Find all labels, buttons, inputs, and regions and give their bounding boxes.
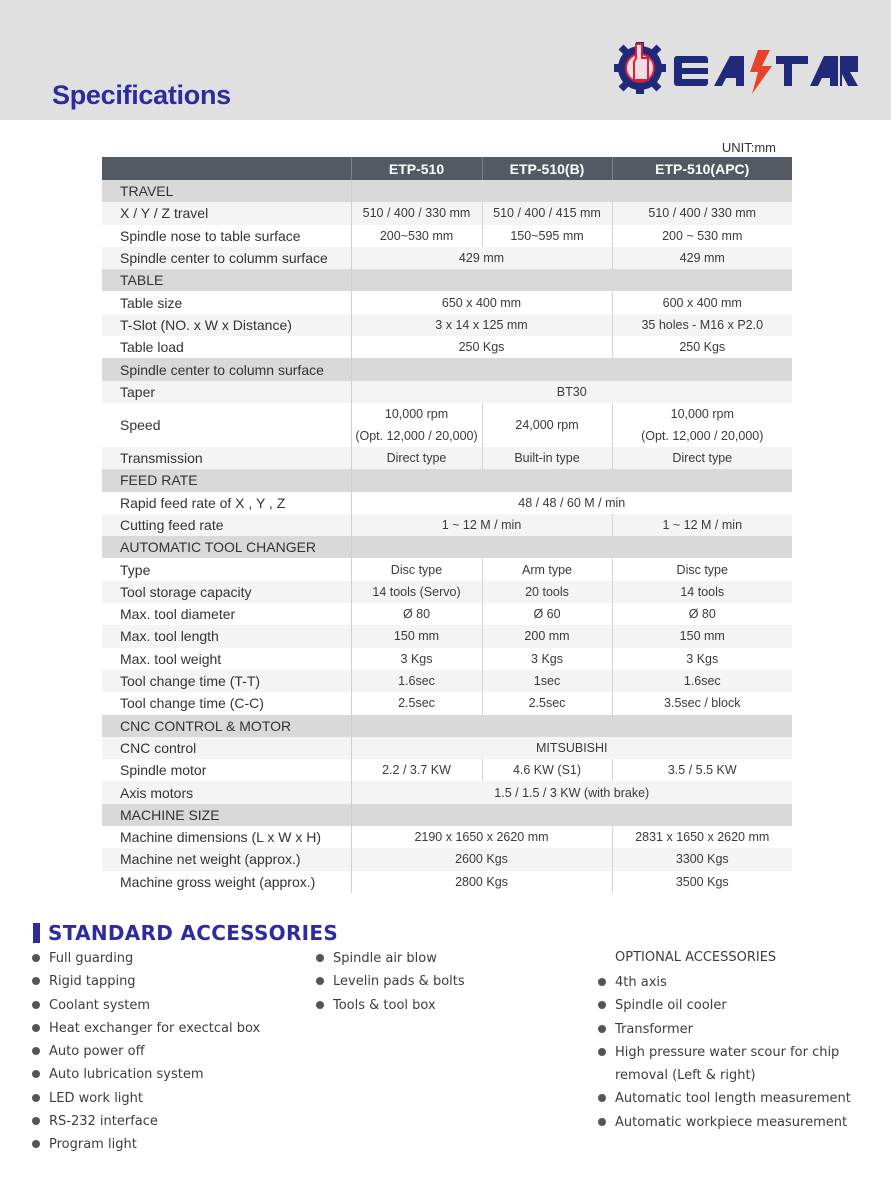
cell-value: 429 mm <box>351 247 612 269</box>
cell-value: Built-in type <box>482 447 612 469</box>
list-item <box>315 970 465 993</box>
cell-value: 200 ~ 530 mm <box>612 225 792 247</box>
list-item-text: 4th axis <box>615 975 667 990</box>
cell-value: 24,000 rpm <box>482 403 612 447</box>
section-label: MACHINE SIZE <box>102 804 351 826</box>
header-etp-510: ETP-510 <box>351 157 482 180</box>
list-item <box>597 1087 851 1110</box>
section-row-cnc <box>102 715 792 737</box>
bullet-icon <box>598 978 606 986</box>
cell-value: 1.5 / 1.5 / 3 KW (with brake) <box>351 781 792 803</box>
cell-value: 510 / 400 / 330 mm <box>351 202 482 224</box>
cell-value: 3500 Kgs <box>612 871 792 893</box>
row-label: Axis motors <box>102 781 351 803</box>
standard-accessories-list-2 <box>315 947 465 1017</box>
optional-accessories-list <box>597 971 851 1134</box>
list-item <box>31 1040 260 1063</box>
row-label: Spindle nose to table surface <box>102 225 351 247</box>
cell-value: Ø 60 <box>482 603 612 625</box>
list-item <box>31 1017 260 1040</box>
cell-value: 650 x 400 mm <box>351 291 612 313</box>
bullet-icon <box>598 1001 606 1009</box>
header-etp-510apc: ETP-510(APC) <box>612 157 792 180</box>
table-row <box>102 759 792 781</box>
row-label: Table size <box>102 291 351 313</box>
section-row-table <box>102 269 792 291</box>
section-label: TABLE <box>102 269 351 291</box>
cell-value: 2.5sec <box>351 692 482 714</box>
section-row-travel <box>102 180 792 202</box>
table-row <box>102 336 792 358</box>
cell-value: Disc type <box>612 558 792 580</box>
row-label: Table load <box>102 336 351 358</box>
cell-value: BT30 <box>351 381 792 403</box>
cell-value: 150~595 mm <box>482 225 612 247</box>
cell-value: Ø 80 <box>351 603 482 625</box>
list-item <box>31 1063 260 1086</box>
section-row-atc <box>102 536 792 558</box>
cell-line: 10,000 rpm <box>670 406 734 421</box>
section-label: TRAVEL <box>102 180 351 202</box>
table-row <box>102 202 792 224</box>
bullet-icon <box>316 1001 324 1009</box>
bullet-icon <box>32 1117 40 1125</box>
table-row <box>102 291 792 313</box>
table-row <box>102 871 792 893</box>
table-row <box>102 558 792 580</box>
list-item-text: Spindle oil cooler <box>615 998 727 1014</box>
cell-value: 2600 Kgs <box>351 848 612 870</box>
cell-value: 150 mm <box>351 625 482 647</box>
cell-value: 600 x 400 mm <box>612 291 792 313</box>
cell-value: Direct type <box>351 447 482 469</box>
cell-value: 3.5 / 5.5 KW <box>612 759 792 781</box>
bullet-icon <box>32 1024 40 1032</box>
optional-accessories-title: OPTIONAL ACCESSORIES <box>615 950 777 965</box>
cell-value: 250 Kgs <box>351 336 612 358</box>
section-row-feed-rate <box>102 469 792 491</box>
cell-value: 510 / 400 / 330 mm <box>612 202 792 224</box>
row-label: CNC control <box>102 737 351 759</box>
bullet-icon <box>598 1118 606 1126</box>
list-item <box>597 994 851 1017</box>
cell-value: 250 Kgs <box>612 336 792 358</box>
list-item-text: Automatic workpiece measurement <box>615 1114 848 1130</box>
table-row <box>102 670 792 692</box>
list-item <box>31 970 260 993</box>
table-header-row <box>102 157 792 180</box>
table-row <box>102 447 792 469</box>
list-item-text: Automatic tool length measurement <box>615 1091 851 1107</box>
list-item-text: RS-232 interface <box>49 1114 158 1130</box>
cell-value: MITSUBISHI <box>351 737 792 759</box>
bullet-icon <box>32 1070 40 1078</box>
row-label: Max. tool weight <box>102 648 351 670</box>
table-row <box>102 737 792 759</box>
section-row-machine-size <box>102 804 792 826</box>
bullet-icon <box>316 954 324 962</box>
cell-value: Arm type <box>482 558 612 580</box>
bullet-icon <box>32 1094 40 1102</box>
list-item-text: Coolant system <box>49 997 151 1013</box>
table-row <box>102 581 792 603</box>
cell-value: 3 Kgs <box>612 648 792 670</box>
list-item <box>597 971 851 994</box>
header-blank <box>102 157 351 180</box>
cell-value: 3 Kgs <box>351 648 482 670</box>
section-row-spindle <box>102 358 792 380</box>
list-item-text: Levelin pads & bolts <box>333 974 465 990</box>
list-item-text: Spindle air blow <box>333 951 437 966</box>
cell-value: Disc type <box>351 558 482 580</box>
bullet-icon <box>598 1094 606 1102</box>
row-label: Spindle center to columm surface <box>102 247 351 269</box>
list-item <box>31 1133 260 1156</box>
cell-value: Ø 80 <box>612 603 792 625</box>
table-row <box>102 314 792 336</box>
cell-value <box>351 403 482 447</box>
row-label: X / Y / Z travel <box>102 202 351 224</box>
row-label: Type <box>102 558 351 580</box>
list-item-text: Rigid tapping <box>49 974 136 990</box>
row-label: Transmission <box>102 447 351 469</box>
list-item-text: Program light <box>49 1137 137 1153</box>
list-item-text: Auto power off <box>49 1044 145 1060</box>
table-row <box>102 826 792 848</box>
row-label: Taper <box>102 381 351 403</box>
table-row <box>102 403 792 447</box>
cell-value: 48 / 48 / 60 M / min <box>351 492 792 514</box>
list-item <box>597 1018 851 1041</box>
list-item-text: High pressure water scour for chip <box>615 1044 840 1060</box>
list-item <box>31 947 260 970</box>
table-row <box>102 625 792 647</box>
bullet-icon <box>32 1140 40 1148</box>
cell-value: 14 tools (Servo) <box>351 581 482 603</box>
list-item-text: removal (Left & right) <box>615 1068 756 1084</box>
cell-value: 1 ~ 12 M / min <box>612 514 792 536</box>
bullet-icon <box>32 954 40 962</box>
cell-value: 35 holes - M16 x P2.0 <box>612 314 792 336</box>
cell-value: 1 ~ 12 M / min <box>351 514 612 536</box>
list-item-text: LED work light <box>49 1090 144 1106</box>
section-label: CNC CONTROL & MOTOR <box>102 715 351 737</box>
row-label: Tool change time (T-T) <box>102 670 351 692</box>
cell-value: 1.6sec <box>351 670 482 692</box>
cell-value: 3.5sec / block <box>612 692 792 714</box>
cell-value: 2190 x 1650 x 2620 mm <box>351 826 612 848</box>
heading-bar <box>33 923 40 943</box>
specifications-table <box>102 157 792 893</box>
bullet-icon <box>32 1047 40 1055</box>
section-label: AUTOMATIC TOOL CHANGER <box>102 536 351 558</box>
cell-value: 2.5sec <box>482 692 612 714</box>
page-title: Specifications <box>52 80 231 110</box>
logo-wordmark <box>674 50 858 94</box>
row-label: Tool change time (C-C) <box>102 692 351 714</box>
list-item-continuation <box>597 1064 851 1087</box>
table-row <box>102 225 792 247</box>
cell-value: 3 Kgs <box>482 648 612 670</box>
list-item <box>315 947 465 970</box>
cell-value: 3300 Kgs <box>612 848 792 870</box>
cell-value: Direct type <box>612 447 792 469</box>
cell-value: 2831 x 1650 x 2620 mm <box>612 826 792 848</box>
cell-value: 14 tools <box>612 581 792 603</box>
row-label: Cutting feed rate <box>102 514 351 536</box>
eastar-logo <box>612 36 860 96</box>
table-row <box>102 648 792 670</box>
table-row <box>102 781 792 803</box>
row-label: Machine gross weight (approx.) <box>102 871 351 893</box>
list-item-text: Full guarding <box>49 951 134 966</box>
table-row <box>102 514 792 536</box>
cell-value: 429 mm <box>612 247 792 269</box>
cell-value: 1sec <box>482 670 612 692</box>
list-item-text: Transformer <box>615 1021 694 1037</box>
cell-value: 1.6sec <box>612 670 792 692</box>
cell-value: 4.6 KW (S1) <box>482 759 612 781</box>
bullet-icon <box>316 977 324 985</box>
cell-line: (Opt. 12,000 / 20,000) <box>641 428 764 443</box>
standard-accessories-list-1 <box>31 947 260 1157</box>
cell-value: 20 tools <box>482 581 612 603</box>
section-label: FEED RATE <box>102 469 351 491</box>
list-item <box>315 994 465 1017</box>
cell-value: 2800 Kgs <box>351 871 612 893</box>
cell-line: 10,000 rpm <box>384 406 449 421</box>
list-item <box>31 994 260 1017</box>
header-etp-510b: ETP-510(B) <box>482 157 612 180</box>
table-row <box>102 848 792 870</box>
row-label: Max. tool diameter <box>102 603 351 625</box>
table-row <box>102 692 792 714</box>
list-item-text: Heat exchanger for exectcal box <box>49 1020 261 1036</box>
row-label: Machine dimensions (L x W x H) <box>102 826 351 848</box>
row-label: Rapid feed rate of X , Y , Z <box>102 492 351 514</box>
table-row <box>102 492 792 514</box>
cell-value: 3 x 14 x 125 mm <box>351 314 612 336</box>
header-banner <box>0 0 891 120</box>
bullet-icon <box>32 1001 40 1009</box>
cell-value: 200~530 mm <box>351 225 482 247</box>
bullet-icon <box>598 1025 606 1033</box>
cell-value: 200 mm <box>482 625 612 647</box>
table-row <box>102 247 792 269</box>
table-row <box>102 381 792 403</box>
standard-accessories-heading <box>33 921 338 945</box>
list-item-text: Auto lubrication system <box>49 1067 204 1083</box>
bullet-icon <box>598 1048 606 1056</box>
row-label: T-Slot (NO. x W x Distance) <box>102 314 351 336</box>
cell-value: 2.2 / 3.7 KW <box>351 759 482 781</box>
row-label: Max. tool length <box>102 625 351 647</box>
gear-icon <box>614 42 666 94</box>
standard-accessories-title: STANDARD ACCESSORIES <box>48 921 339 945</box>
row-label: Machine net weight (approx.) <box>102 848 351 870</box>
list-item <box>597 1111 851 1134</box>
bullet-icon <box>32 977 40 985</box>
row-label: Speed <box>102 403 351 447</box>
row-label: Tool storage capacity <box>102 581 351 603</box>
list-item <box>31 1087 260 1110</box>
table-row <box>102 603 792 625</box>
list-item-text: Tools & tool box <box>333 997 436 1013</box>
row-label: Spindle motor <box>102 759 351 781</box>
list-item <box>31 1110 260 1133</box>
cell-value: 150 mm <box>612 625 792 647</box>
section-label: Spindle center to column surface <box>102 358 351 380</box>
cell-value <box>612 403 792 447</box>
cell-value: 510 / 400 / 415 mm <box>482 202 612 224</box>
list-item <box>597 1041 851 1064</box>
cell-line: (Opt. 12,000 / 20,000) <box>355 428 478 443</box>
unit-label: UNIT:mm <box>721 140 776 155</box>
